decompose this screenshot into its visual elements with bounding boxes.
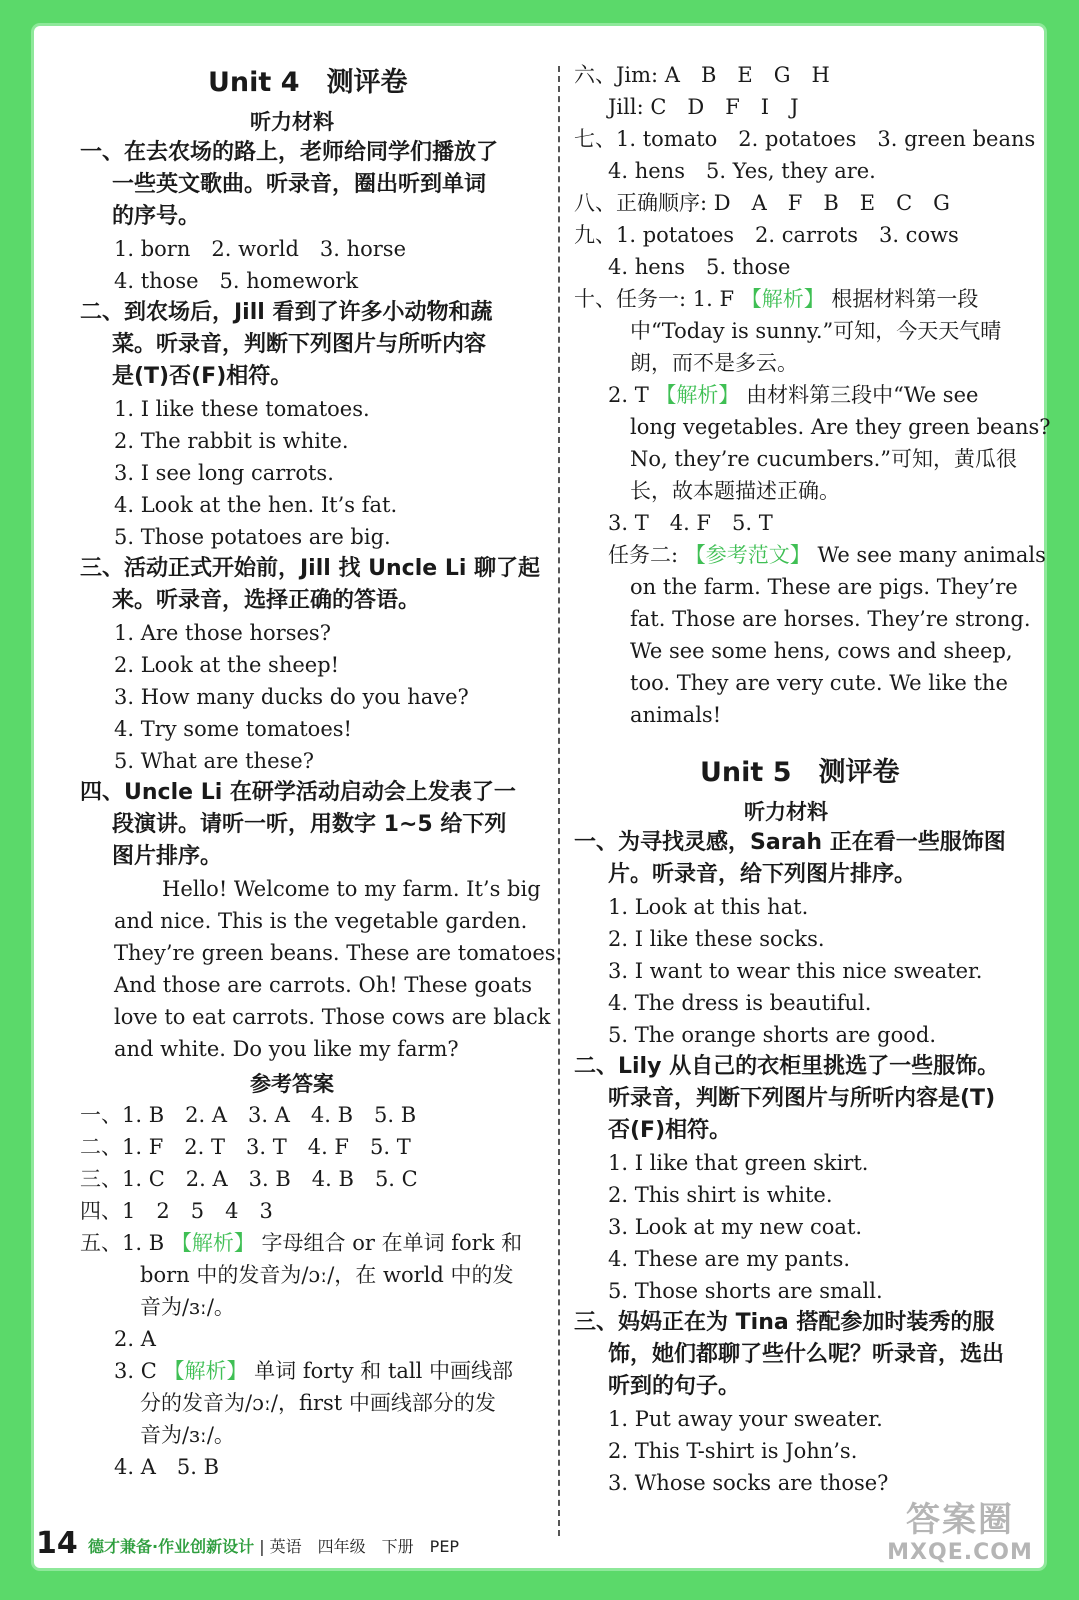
ans-5-1-head: 五、1. B <box>80 1231 165 1255</box>
q4-intro-3: 图片排序。 <box>112 844 223 869</box>
u5-q1-item-5: 5. The orange shorts are good. <box>608 1023 937 1047</box>
ans-1: 一、1. B 2. A 3. A 4. B 5. B <box>80 1103 417 1127</box>
ans-10-1-end: 朗，而不是多云。 <box>630 351 798 375</box>
ans-4: 四、1 2 5 4 3 <box>80 1199 273 1223</box>
ans-5-3-text: 单词 forty 和 tall 中画线部 <box>254 1359 514 1383</box>
u5-q1-item-4: 4. The dress is beautiful. <box>608 991 872 1015</box>
watermark-bottom: MXQE.COM <box>887 1540 1033 1565</box>
footer-brand: 德才兼备·作业创新设计 <box>88 1537 255 1556</box>
q2-intro-1: 二、到农场后，Jill 看到了许多小动物和蔬 <box>80 300 493 325</box>
unit4-title: Unit 4 测评卷 <box>208 67 408 98</box>
ans-10-head: 十、任务一: 1. F <box>574 287 735 311</box>
jiexi-label: 【解析】 <box>163 1359 248 1383</box>
ans-10-1-cont: 中“Today is sunny.”可知，今天天气晴 <box>630 319 1002 343</box>
q4-passage-1: Hello! Welcome to my farm. It’s big <box>162 877 541 901</box>
page-number: 14 <box>36 1526 78 1561</box>
ans-10-task1-2 <box>608 380 978 410</box>
u5-q1-item-1: 1. Look at this hat. <box>608 895 809 919</box>
u5-q2-item-1: 1. I like that green skirt. <box>608 1151 869 1175</box>
q3-item-1: 1. Are those horses? <box>114 621 331 645</box>
ans-10-2-text: 由材料第三段中“We see <box>746 383 979 407</box>
ans-10-1-text: 根据材料第一段 <box>831 287 979 311</box>
q1-intro-3: 的序号。 <box>112 204 201 229</box>
q4-passage-2: and nice. This is the vegetable garden. <box>114 909 528 933</box>
jiexi-label: 【解析】 <box>170 1231 255 1255</box>
q2-item-3: 3. I see long carrots. <box>114 461 334 485</box>
u5-q2-intro-2: 听录音，判断下列图片与所听内容是(T) <box>608 1086 996 1111</box>
ans-7-a: 七、1. tomato 2. potatoes 3. green beans <box>574 127 1036 151</box>
q3-item-2: 2. Look at the sheep! <box>114 653 340 677</box>
u5-q1-intro-1: 一、为寻找灵感，Sarah 正在看一些服饰图 <box>574 830 1006 855</box>
ans-10-task2 <box>608 540 1046 570</box>
q4-passage-4: And those are carrots. Oh! These goats <box>114 973 533 997</box>
u5-q2-item-2: 2. This shirt is white. <box>608 1183 833 1207</box>
ans-6-jim: 六、Jim: A B E G H <box>574 63 830 87</box>
q2-item-2: 2. The rabbit is white. <box>114 429 349 453</box>
u5-q3-intro-1: 三、妈妈正在为 Tina 搭配参加时装秀的服 <box>574 1310 995 1335</box>
footer-book-info: | 英语 四年级 下册 PEP <box>259 1537 460 1556</box>
task2-text: We see many animals <box>817 543 1046 567</box>
q1-intro-2: 一些英文歌曲。听录音，圈出听到单词 <box>112 172 487 197</box>
ans-2: 二、1. F 2. T 3. T 4. F 5. T <box>80 1135 411 1159</box>
u5-q3-item-2: 2. This T-shirt is John’s. <box>608 1439 858 1463</box>
u5-q2-item-3: 3. Look at my new coat. <box>608 1215 863 1239</box>
watermark-logo <box>880 1500 1040 1590</box>
ans-10-2-head: 2. T <box>608 383 649 407</box>
q3-item-3: 3. How many ducks do you have? <box>114 685 469 709</box>
u5-q3-item-3: 3. Whose socks are those? <box>608 1471 889 1495</box>
ans-5-1-cont: born 中的发音为/ɔː/，在 world 中的发 <box>140 1263 514 1287</box>
q2-item-5: 5. Those potatoes are big. <box>114 525 391 549</box>
q2-item-4: 4. Look at the hen. It’s fat. <box>114 493 398 517</box>
jiexi-label: 【解析】 <box>740 287 825 311</box>
q3-item-4: 4. Try some tomatoes! <box>114 717 352 741</box>
footer-info <box>88 1534 459 1557</box>
sample-essay-label: 【参考范文】 <box>684 543 811 567</box>
q4-passage-5: love to eat carrots. Those cows are black <box>114 1005 551 1029</box>
q2-item-1: 1. I like these tomatoes. <box>114 397 370 421</box>
q2-intro-2: 菜。听录音，判断下列图片与所听内容 <box>112 332 487 357</box>
ans-10-345: 3. T 4. F 5. T <box>608 511 773 535</box>
unit5-listening-title: 听力材料 <box>744 800 828 824</box>
u5-q2-intro-1: 二、Lily 从自己的衣柜里挑选了一些服饰。 <box>574 1054 1000 1079</box>
jiexi-label: 【解析】 <box>655 383 740 407</box>
ans-5-1-end: 音为/ɜː/。 <box>140 1295 235 1319</box>
ans-10-2-end: 长，故本题描述正确。 <box>630 479 840 503</box>
ans-5-3-head: 3. C <box>114 1359 157 1383</box>
q1-intro-1: 一、在去农场的路上，老师给同学们播放了 <box>80 140 499 165</box>
unit5-title: Unit 5 测评卷 <box>700 757 900 788</box>
q4-passage-6: and white. Do you like my farm? <box>114 1037 459 1061</box>
q4-intro-2: 段演讲。请听一听，用数字 1~5 给下列 <box>112 812 507 837</box>
ans-10-task1-1 <box>574 284 978 314</box>
u5-q2-item-4: 4. These are my pants. <box>608 1247 851 1271</box>
ans-6-jill: Jill: C D F I J <box>608 95 799 119</box>
u5-q3-intro-2: 饰，她们都聊了些什么呢？听录音，选出 <box>608 1342 1005 1367</box>
task2-head: 任务二: <box>608 543 679 567</box>
unit4-listening-title: 听力材料 <box>250 110 334 134</box>
q1-items-b: 4. those 5. homework <box>114 269 359 293</box>
ans-10-2-cont-1: long vegetables. Are they green beans? <box>630 415 1051 439</box>
u5-q1-item-2: 2. I like these socks. <box>608 927 825 951</box>
task2-line-2: on the farm. These are pigs. They’re <box>630 575 1018 599</box>
unit4-answer-title: 参考答案 <box>250 1072 334 1096</box>
q3-intro-2: 来。听录音，选择正确的答语。 <box>112 588 421 613</box>
ans-3: 三、1. C 2. A 3. B 4. B 5. C <box>80 1167 418 1191</box>
ans-5-2: 2. A <box>114 1327 156 1351</box>
ans-9-a: 九、1. potatoes 2. carrots 3. cows <box>574 223 959 247</box>
u5-q1-item-3: 3. I want to wear this nice sweater. <box>608 959 983 983</box>
column-divider <box>558 66 560 1536</box>
task2-line-3: fat. Those are horses. They’re strong. <box>630 607 1031 631</box>
u5-q3-intro-3: 听到的句子。 <box>608 1374 741 1399</box>
watermark-top: 答案圈 <box>906 1500 1014 1540</box>
ans-5-3-cont: 分的发音为/ɔː/，first 中画线部分的发 <box>140 1391 496 1415</box>
q3-intro-1: 三、活动正式开始前，Jill 找 Uncle Li 聊了起 <box>80 556 541 581</box>
q2-intro-3: 是(T)否(F)相符。 <box>112 364 293 389</box>
ans-5-3 <box>114 1356 513 1386</box>
answer-page <box>34 26 1051 1568</box>
u5-q3-item-1: 1. Put away your sweater. <box>608 1407 883 1431</box>
task2-line-4: We see some hens, cows and sheep, <box>630 639 1013 663</box>
q1-items-a: 1. born 2. world 3. horse <box>114 237 407 261</box>
ans-9-b: 4. hens 5. those <box>608 255 791 279</box>
q4-intro-1: 四、Uncle Li 在研学活动启动会上发表了一 <box>80 780 516 805</box>
ans-5-1 <box>80 1228 522 1258</box>
u5-q2-intro-3: 否(F)相符。 <box>608 1118 732 1143</box>
ans-10-2-cont-2: No, they’re cucumbers.”可知，黄瓜很 <box>630 447 1018 471</box>
q3-item-5: 5. What are these? <box>114 749 314 773</box>
task2-line-6: animals! <box>630 703 722 727</box>
u5-q1-intro-2: 片。听录音，给下列图片排序。 <box>608 862 917 887</box>
ans-7-b: 4. hens 5. Yes, they are. <box>608 159 876 183</box>
ans-5-3-end: 音为/ɜː/。 <box>140 1423 235 1447</box>
ans-5-1-text: 字母组合 or 在单词 fork 和 <box>261 1231 523 1255</box>
ans-5-45: 4. A 5. B <box>114 1455 220 1479</box>
ans-8: 八、正确顺序: D A F B E C G <box>574 191 950 215</box>
q4-passage-3: They’re green beans. These are tomatoes. <box>114 941 563 965</box>
u5-q2-item-5: 5. Those shorts are small. <box>608 1279 883 1303</box>
task2-line-5: too. They are very cute. We like the <box>630 671 1008 695</box>
